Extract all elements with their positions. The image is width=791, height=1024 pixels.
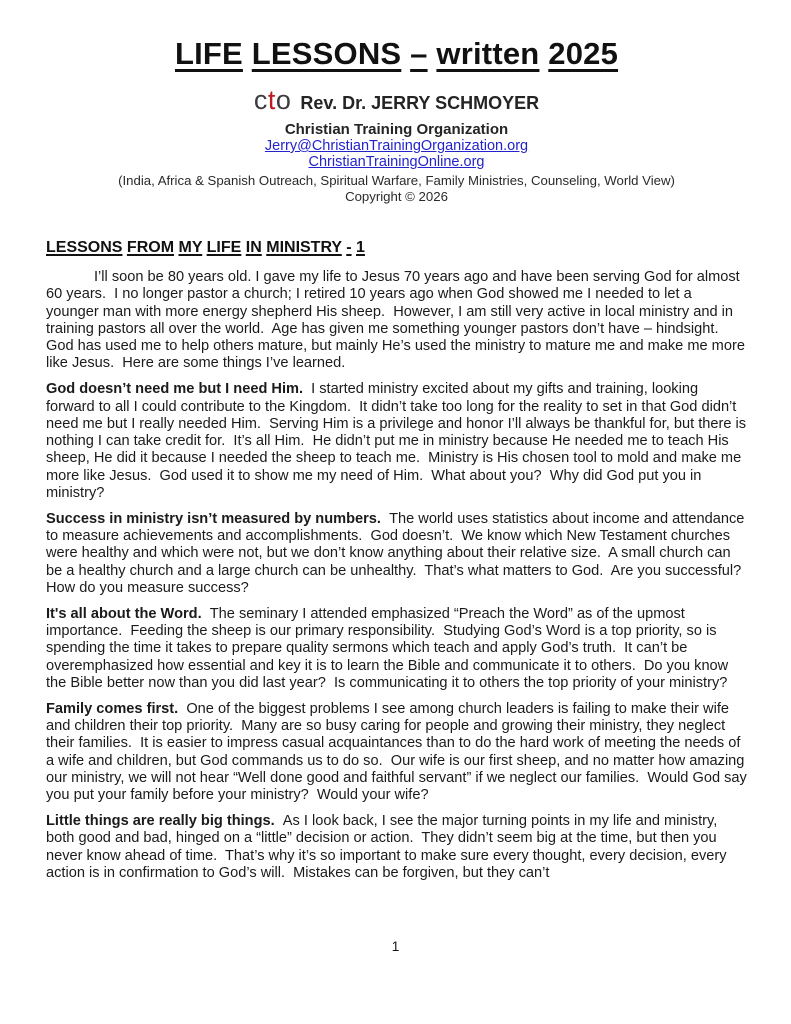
paragraph-lead: Family comes first. — [46, 700, 187, 717]
document-header — [46, 36, 747, 204]
paragraph-lead: Little things are really big things. — [46, 813, 283, 830]
paragraph-text: The seminary I attended emphasized “Preach the Word” as of the upmost importance. Feeding the sheep is our primary responsibility. Studying God’s Word is a top priority, so is spending the time it takes to prepare quality sermons which teach and apply God’s truth. It can’t be overemphasized how essential and key it is to learn the Bible and communicate it to others. Do you know the Bible better now than you did last year? Is communicating it to others the top priority of your ministry? — [46, 605, 733, 692]
section-heading: LESSONS FROM MY LIFE IN MINISTRY - 1 — [46, 239, 365, 256]
paragraph-text: One of the biggest problems I see among church leaders is failing to make their wife and children their top priority. Many are so busy caring for people and growing their ministry, they neglect their families. It is easier to impress casual acquaintances than to do the hard work of meeting the needs of a wife and children, but God commands us to do so. Our wife is our first sheep, and no matter how amazing our ministry, we will not hear “Well done good and faithful servant” if we neglect our families. Would God say you put your family before your ministry? Would your wife? — [46, 700, 751, 804]
paragraph-text: I’ll soon be 80 years old. I gave my life to Jesus 70 years ago and have been serving God for almost 60 years. I no longer pastor a church; I retired 10 years ago when God showed me I needed to let a younger man with more energy shepherd His sheep. However, I am still very active in local ministry and in training pastors all over the world. Age has given me something younger pastors don’t have – hindsight. God has used me to help others mature, but mainly He’s used the ministry to mature me and make me more like Jesus. Here are some things I’ve learned. — [46, 269, 749, 372]
document-body — [46, 239, 751, 882]
copyright-line: Copyright © 2026 — [345, 188, 448, 204]
paragraph-god-doesnt-need-me — [46, 381, 751, 502]
email-link[interactable]: Jerry@ChristianTrainingOrganization.org — [264, 138, 529, 154]
paragraph-text: As I look back, I see the major turning points in my life and ministry, both good and bad, hinged on a “little” decision or action. They didn’t seem big at the time, but then you never know ahead of time. That’s why it’s so important to make sure every thought, every decision, every action is in confirmation to God’s will. Mistakes can be forgiven, but they can’t — [46, 813, 731, 881]
paragraph-intro — [46, 269, 747, 373]
paragraph-text: I started ministry excited about my gifts and training, looking forward to all I could contribute to the Kingdom. It didn’t take too long for the reality to set in that God didn’t need me but I really needed Him. Serving Him is a privilege and honor I’ll always be thankful for, but there is nothing I can take credit for. It’s all Him. He didn’t put me in ministry because He needed me to teach His sheep, He did it because I needed the sheep to teach me. Ministry is His chosen tool to mold and make me more like Jesus. God used it to show me my need of Him. What about you? Why did God put you in ministry? — [46, 381, 751, 502]
paragraph-text: The world uses statistics about income and attendance to measure achievements and accomplishments. God doesn’t. We know which New Testament churches were healthy and which were not, but we don’t know anything about their relative size. A small church can be a healthy church and a large church can be unhealthy. That’s what matters to God. Are you successful? How do you measure success? — [46, 510, 750, 597]
paragraph-success-not-numbers — [46, 510, 750, 597]
organization-name: Christian Training Organization — [284, 121, 509, 138]
cto-logo-letter-t: t — [267, 85, 276, 115]
page-number: 1 — [391, 938, 400, 954]
byline-row — [46, 86, 747, 119]
website-row — [46, 154, 747, 170]
paragraph-little-things — [46, 813, 747, 882]
paragraph-all-about-the-word — [46, 606, 747, 692]
cto-logo-letter-o: o — [275, 85, 292, 115]
paragraph-lead: Success in ministry isn’t measured by numbers. — [46, 510, 390, 527]
cto-logo-letter-c: c — [253, 85, 268, 115]
author-byline: Rev. Dr. JERRY SCHMOYER — [300, 93, 540, 113]
ministries-line: (India, Africa & Spanish Outreach, Spiritual Warfare, Family Ministries, Counseling, World View) — [118, 173, 675, 188]
paragraph-lead: It's all about the Word. — [46, 605, 210, 622]
website-link[interactable]: ChristianTrainingOnline.org — [308, 154, 485, 170]
page-title: LIFE LESSONS – written 2025 — [174, 36, 619, 71]
paragraph-lead: God doesn’t need me but I need Him. — [46, 381, 312, 398]
email-row — [46, 138, 747, 154]
cto-logo — [254, 85, 292, 115]
paragraph-family-comes-first — [46, 700, 751, 805]
